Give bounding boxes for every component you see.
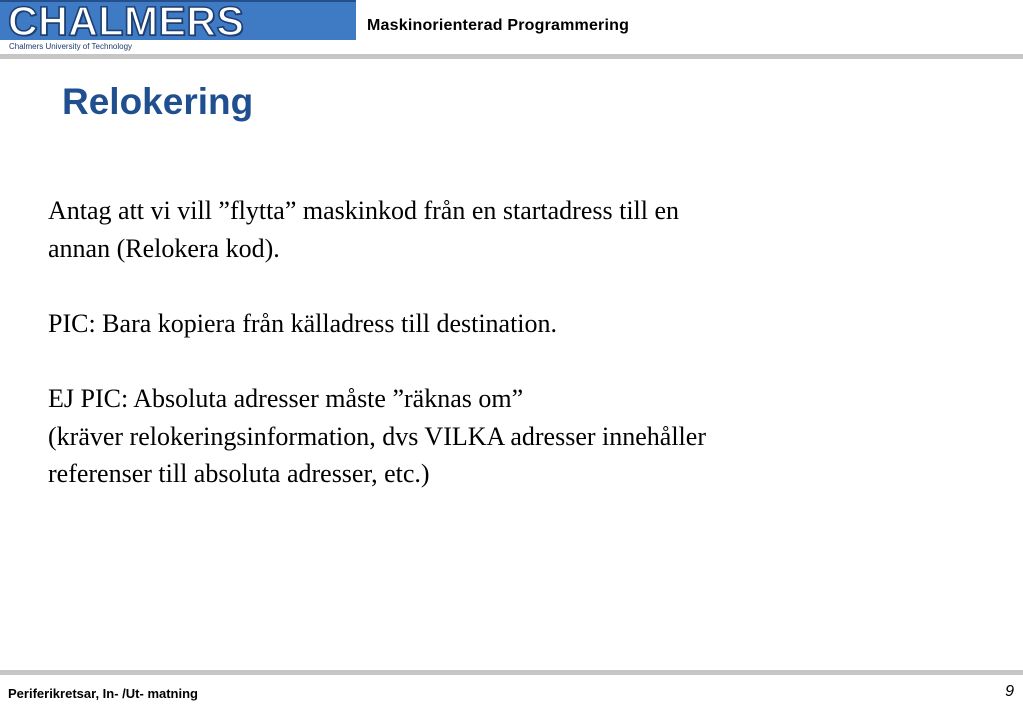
text-line: PIC: Bara kopiera från källadress till destination. bbox=[48, 308, 558, 338]
course-title: Maskinorienterad Programmering bbox=[367, 17, 630, 34]
logo-subtitle: Chalmers University of Technology bbox=[9, 42, 133, 51]
paragraph-non-pic bbox=[48, 380, 908, 493]
text-line: annan (Relokera kod). bbox=[48, 233, 280, 263]
slide-body bbox=[48, 192, 908, 493]
footer-divider bbox=[0, 670, 1023, 675]
text-line: (kräver relokeringsinformation, dvs VILKA adresser innehåller bbox=[48, 421, 706, 451]
slide-title: Relokering bbox=[62, 81, 254, 122]
text-line: referenser till absoluta adresser, etc.) bbox=[48, 459, 430, 489]
paragraph-relocation-intro bbox=[48, 192, 908, 267]
text-line: EJ PIC: Absoluta adresser måste ”räknas om” bbox=[48, 383, 524, 413]
paragraph-pic bbox=[48, 305, 908, 343]
text-line: Antag att vi vill ”flytta” maskinkod från en startadress till en bbox=[48, 196, 680, 225]
chalmers-logo bbox=[0, 0, 356, 44]
logo-wordmark: CHALMERS bbox=[8, 0, 245, 44]
header-divider bbox=[0, 54, 1023, 59]
page-number: 9 bbox=[1005, 683, 1014, 700]
footer-title: Periferikretsar, In- /Ut- matning bbox=[8, 686, 198, 701]
